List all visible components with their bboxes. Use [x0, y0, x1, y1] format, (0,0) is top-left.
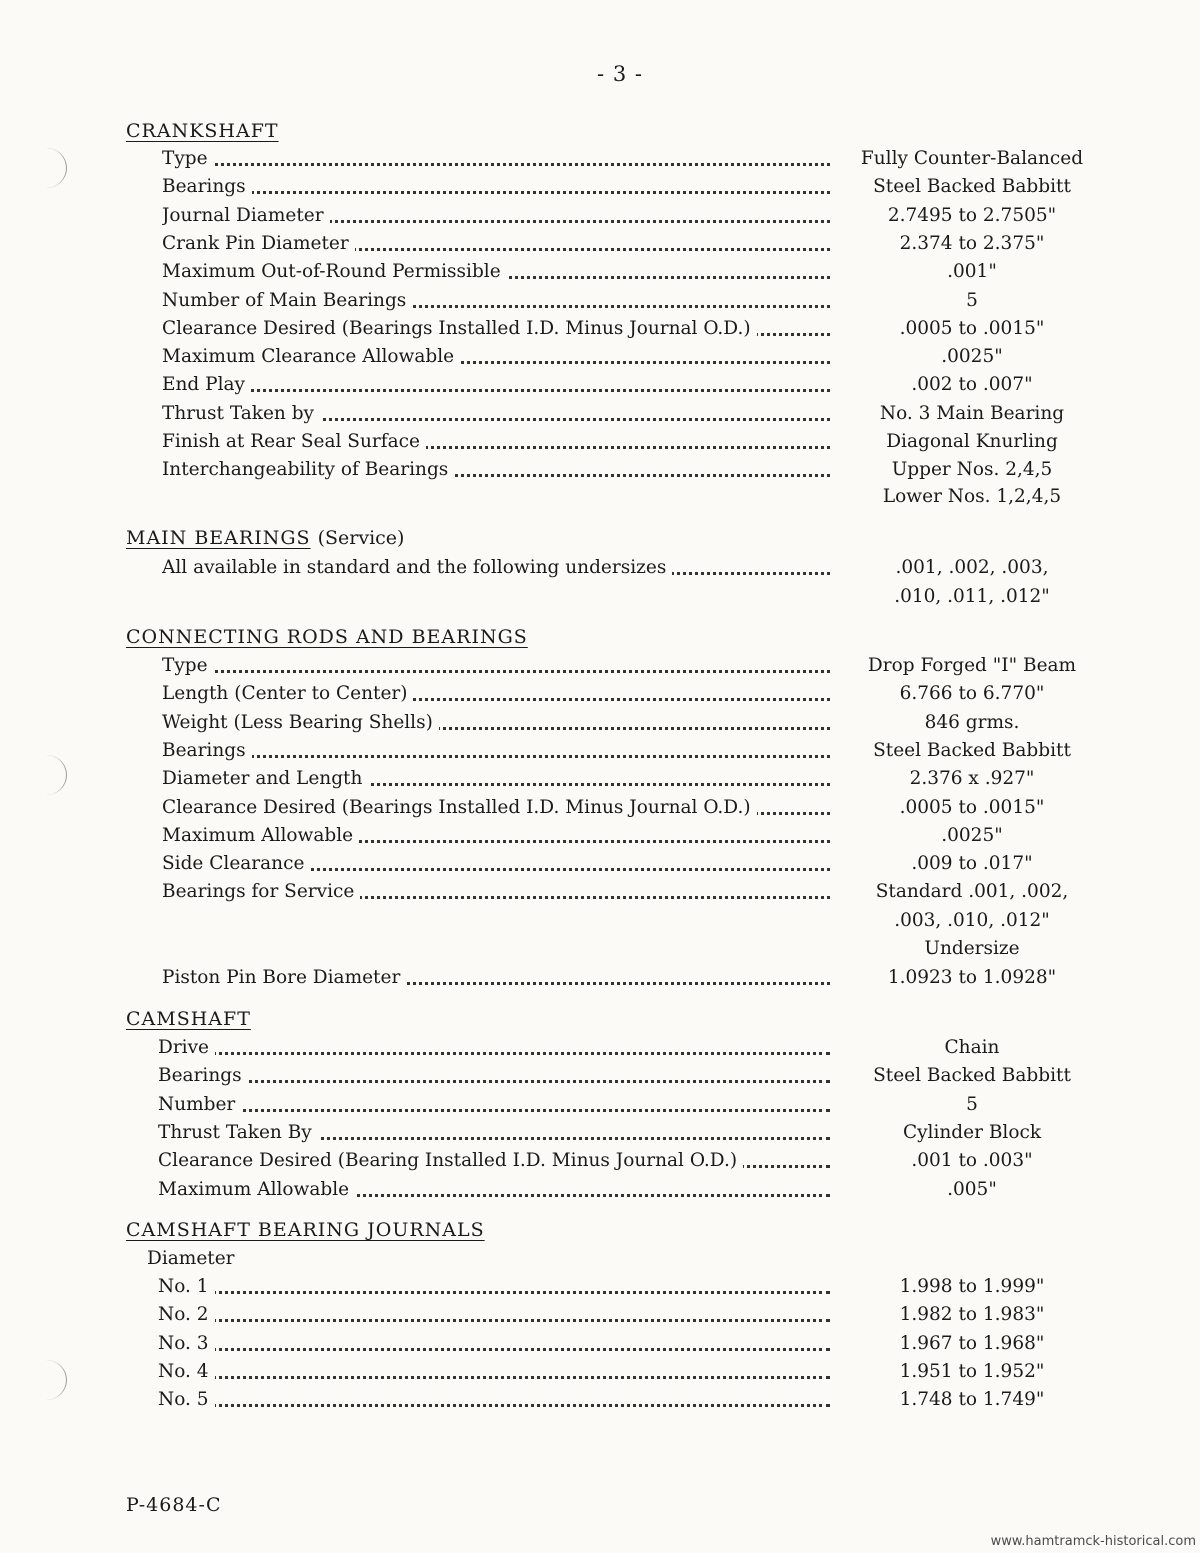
spec-value: 2.7495 to 2.7505" [887, 204, 1057, 226]
spec-label: Clearance Desired (Bearings Installed I.D. Minus Journal O.D.) [162, 316, 830, 342]
spec-row [0, 203, 1200, 231]
spec-value: .0005 to .0015" [899, 317, 1045, 339]
spec-row [0, 174, 1200, 202]
spec-value: 1.998 to 1.999" [899, 1276, 1045, 1297]
spec-label: Maximum Allowable [162, 823, 830, 849]
spec-label: Clearance Desired (Bearings Installed I.D. Minus Journal O.D.) [162, 795, 830, 821]
spec-value: Steel Backed Babbitt [873, 739, 1071, 761]
piston-pin-row: Piston Pin Bore Diameter 1.0923 to 1.0928" [162, 967, 1057, 988]
spec-label: Drive [158, 1035, 830, 1061]
spec-value: 5 [966, 1093, 978, 1115]
spec-row [0, 1177, 1200, 1205]
spec-label: Bearings [162, 174, 830, 200]
spec-row [0, 146, 1200, 174]
spec-label: No. 3 [158, 1331, 830, 1357]
spec-row [0, 1148, 1200, 1176]
spec-label: Clearance Desired (Bearing Installed I.D. Minus Journal O.D.) [158, 1148, 830, 1174]
crankshaft-heading: CRANKSHAFT [126, 120, 279, 142]
spec-label: Weight (Less Bearing Shells) [162, 710, 830, 736]
spec-label: Maximum Clearance Allowable [162, 344, 830, 370]
camshaft-journals-subheading: Diameter [0, 1246, 1200, 1274]
spec-label: Bearings [162, 738, 830, 764]
main-bearings-heading: MAIN BEARINGS (Service) [126, 527, 405, 549]
spec-row [0, 401, 1200, 429]
connecting-rods-heading: CONNECTING RODS AND BEARINGS [126, 626, 528, 648]
spec-value: 1.982 to 1.983" [899, 1304, 1045, 1326]
spec-row [0, 457, 1200, 485]
spec-row [0, 1063, 1200, 1091]
spec-value: .001 to .003" [911, 1150, 1033, 1172]
bearings-service-continuation-2: Undersize [924, 938, 1020, 959]
spec-label: Length (Center to Center) [162, 681, 830, 707]
camshaft-heading: CAMSHAFT [126, 1008, 251, 1030]
spec-label: No. 2 [158, 1302, 830, 1328]
spec-row [0, 1387, 1200, 1415]
spec-row [0, 1035, 1200, 1063]
spec-value: 1.748 to 1.749" [899, 1389, 1045, 1411]
spec-value: .0005 to .0015" [899, 796, 1045, 818]
spec-row [0, 653, 1200, 681]
spec-row [0, 344, 1200, 372]
spec-row [0, 1274, 1200, 1302]
spec-label: No. 4 [158, 1359, 830, 1385]
spec-row [0, 879, 1200, 907]
spec-value: 2.376 x .927" [909, 768, 1035, 790]
watermark: www.hamtramck-historical.com [990, 1534, 1196, 1549]
spec-row [0, 316, 1200, 344]
spec-value: .002 to .007" [911, 374, 1033, 396]
spec-label: Diameter and Length [162, 766, 830, 792]
spec-row [0, 766, 1200, 794]
spec-row [0, 1120, 1200, 1148]
page-number: - 3 - [597, 62, 643, 86]
spec-label: Finish at Rear Seal Surface [162, 429, 830, 455]
spec-row [0, 851, 1200, 879]
spec-row [0, 710, 1200, 738]
spec-value: .005" [947, 1178, 997, 1200]
spec-row [0, 1092, 1200, 1120]
spec-value: Chain [944, 1037, 1000, 1058]
spec-label: End Play [162, 372, 830, 398]
spec-label: Thrust Taken by [162, 401, 830, 427]
spec-label: Maximum Out-of-Round Permissible [162, 259, 830, 285]
bearings-service-continuation-1: .003, .010, .012" [894, 910, 1050, 931]
spec-label: Maximum Allowable [158, 1177, 830, 1203]
spec-value: No. 3 Main Bearing [879, 402, 1065, 424]
spec-label: Journal Diameter [162, 203, 830, 229]
spec-row [0, 795, 1200, 823]
spec-row [0, 372, 1200, 400]
spec-row [0, 288, 1200, 316]
main-bearings-row: All available in standard and the following undersizes .001, .002, .003, [162, 557, 1049, 578]
spec-value: .0025" [941, 346, 1003, 368]
spec-value: Standard .001, .002, [875, 881, 1069, 903]
spec-row [0, 429, 1200, 457]
spec-label: Number of Main Bearings [162, 288, 830, 314]
spec-value: 1.951 to 1.952" [899, 1360, 1045, 1382]
spec-row [0, 823, 1200, 851]
spec-value: .0025" [941, 824, 1003, 846]
spec-label: Bearings for Service [162, 879, 830, 905]
spec-row [0, 1359, 1200, 1387]
spec-value: Cylinder Block [902, 1121, 1042, 1143]
spec-value: 5 [966, 289, 978, 311]
spec-row [0, 231, 1200, 259]
spec-row [0, 681, 1200, 709]
spec-value: Steel Backed Babbitt [873, 176, 1071, 198]
spec-row [0, 738, 1200, 766]
spec-label: No. 1 [158, 1274, 830, 1300]
spec-value: Diagonal Knurling [886, 431, 1058, 452]
spec-value: 2.374 to 2.375" [899, 232, 1045, 254]
spec-label: Number [158, 1092, 830, 1118]
spec-value: .009 to .017" [911, 853, 1033, 875]
document-code: P-4684-C [126, 1494, 222, 1516]
spec-label: No. 5 [158, 1387, 830, 1413]
spec-value: Upper Nos. 2,4,5 [891, 459, 1053, 481]
crankshaft-interchange-continuation: Lower Nos. 1,2,4,5 [882, 486, 1062, 507]
spec-label: Side Clearance [162, 851, 830, 877]
spec-value: Drop Forged "I" Beam [867, 655, 1077, 676]
spec-value: Fully Counter-Balanced [860, 148, 1084, 169]
camshaft-journals-heading: CAMSHAFT BEARING JOURNALS [126, 1219, 485, 1241]
spec-value: .001" [947, 261, 997, 283]
spec-label: Interchangeability of Bearings [162, 457, 830, 483]
spec-row [0, 1302, 1200, 1330]
spec-label: Type [162, 653, 830, 679]
main-bearings-continuation: .010, .011, .012" [894, 586, 1050, 607]
spec-value: 846 grms. [924, 711, 1020, 733]
spec-label: Crank Pin Diameter [162, 231, 830, 257]
spec-label: Type [162, 146, 830, 172]
spec-value: 6.766 to 6.770" [899, 683, 1045, 705]
spec-value: Steel Backed Babbitt [873, 1065, 1071, 1087]
spec-row [0, 259, 1200, 287]
spec-label: Bearings [158, 1063, 830, 1089]
spec-value: 1.967 to 1.968" [899, 1332, 1045, 1354]
spec-row [0, 1331, 1200, 1359]
spec-label: Thrust Taken By [158, 1120, 830, 1146]
